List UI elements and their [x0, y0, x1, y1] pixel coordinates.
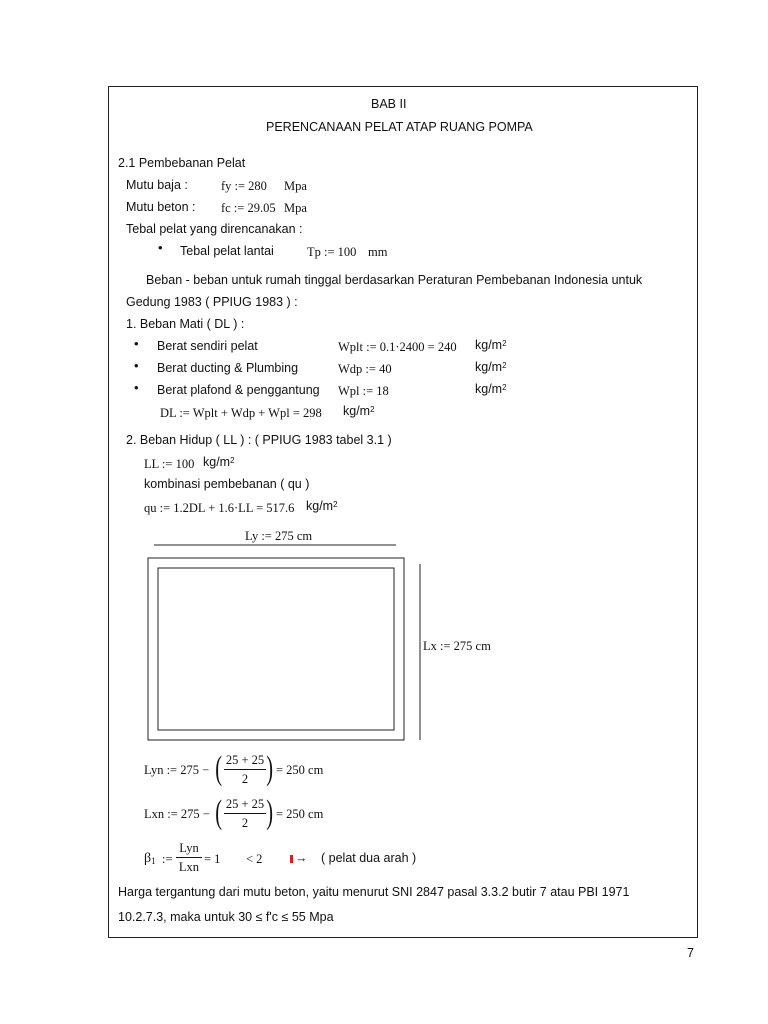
mutu-beton-label: Mutu beton : — [126, 200, 196, 214]
mutu-baja-unit: Mpa — [284, 179, 307, 193]
mutu-baja-equation: fy := 280 — [221, 179, 267, 193]
kombinasi-label: kombinasi pembebanan ( qu ) — [144, 477, 310, 491]
ll-unit: $kg/m^2$ — [203, 455, 235, 469]
right-paren: ) — [266, 794, 274, 831]
ll-equation: LL := 100 — [144, 457, 195, 471]
tebal-item-label: Tebal pelat lantai — [180, 244, 274, 258]
intro-line-1: Beban - beban untuk rumah tinggal berdasarkan Peraturan Pembebanan Indonesia untuk — [146, 273, 643, 287]
intro-line-2: Gedung 1983 ( PPIUG 1983 ) : — [126, 295, 298, 309]
beta-result: = 1 — [204, 852, 221, 866]
beban-item-label: Berat plafond & penggantung — [157, 383, 320, 397]
beban-mati-heading: 1. Beban Mati ( DL ) : — [126, 317, 245, 331]
beta-arrow: → — [290, 850, 308, 866]
ly-dimension-label: Ly := 275 cm — [245, 529, 313, 543]
lxn-denominator: 2 — [241, 816, 249, 830]
lxn-rhs: = 250 cm — [276, 807, 324, 821]
lyn-numerator: 25 + 25 — [225, 753, 265, 767]
page-title: PERENCANAAN PELAT ATAP RUANG POMPA — [266, 120, 533, 134]
slab-outer-edge — [148, 558, 404, 740]
bullet-icon: • — [158, 240, 163, 255]
tebal-item-unit: mm — [368, 245, 388, 259]
beban-item-equation: Wdp := 40 — [338, 362, 392, 376]
lxn-lhs: Lxn := 275 − — [144, 807, 210, 821]
lx-dimension-label: Lx := 275 cm — [423, 639, 491, 653]
beban-item-label: Berat sendiri pelat — [157, 339, 258, 353]
qu-unit: $kg/m^2$ — [306, 499, 338, 513]
page-number: 7 — [687, 946, 694, 960]
left-paren: ( — [215, 750, 223, 787]
lyn-rhs: = 250 cm — [276, 763, 324, 777]
beban-item-equation: Wplt := 0.1·2400 = 240 — [338, 340, 457, 354]
bullet-icon: • — [134, 358, 139, 373]
beta-denominator: Lxn — [178, 860, 200, 874]
chapter-label: BAB II — [371, 97, 407, 111]
bullet-icon: • — [134, 380, 139, 395]
section-heading: 2.1 Pembebanan Pelat — [118, 156, 246, 170]
fraction-bar — [224, 769, 266, 770]
slab-inner-edge — [158, 568, 394, 730]
bullet-icon: • — [134, 336, 139, 351]
mutu-beton-equation: fc := 29.05 — [221, 201, 276, 215]
fraction-bar — [224, 813, 266, 814]
mutu-beton-unit: Mpa — [284, 201, 307, 215]
dl-total-equation: DL := Wplt + Wdp + Wpl = 298 — [160, 406, 322, 420]
mutu-baja-label: Mutu baja : — [126, 178, 188, 192]
beban-item-unit: $kg/m^2$ — [475, 360, 507, 374]
beta-note: ( pelat dua arah ) — [321, 851, 417, 865]
beban-hidup-heading: 2. Beban Hidup ( LL ) : ( PPIUG 1983 tabel 3.1 ) — [126, 433, 392, 447]
qu-equation: qu := 1.2DL + 1.6·LL = 517.6 — [144, 501, 295, 515]
harga-line-2: 10.2.7.3, maka untuk 30 ≤ f'c ≤ 55 Mpa — [118, 910, 334, 924]
beta-symbol: β1 — [144, 851, 156, 866]
right-paren: ) — [266, 750, 274, 787]
dl-total-unit: $kg/m^2$ — [343, 404, 375, 418]
harga-line-1: Harga tergantung dari mutu beton, yaitu menurut SNI 2847 pasal 3.3.2 butir 7 atau PBI 1971 — [118, 885, 630, 899]
tebal-label: Tebal pelat yang direncanakan : — [126, 222, 303, 236]
beban-item-unit: $kg/m^2$ — [475, 338, 507, 352]
beban-item-label: Berat ducting & Plumbing — [157, 361, 299, 375]
lyn-denominator: 2 — [241, 772, 249, 786]
beta-numerator: Lyn — [179, 841, 199, 855]
lxn-numerator: 25 + 25 — [225, 797, 265, 811]
beban-item-unit: $kg/m^2$ — [475, 382, 507, 396]
slab-diagram — [140, 540, 470, 750]
lyn-lhs: Lyn := 275 − — [144, 763, 210, 777]
red-marker-icon — [290, 855, 293, 863]
tebal-item-equation: Tp := 100 — [307, 245, 357, 259]
fraction-bar — [176, 857, 202, 858]
beta-assign: := — [162, 852, 173, 866]
beta-compare: < 2 — [246, 852, 263, 866]
left-paren: ( — [215, 794, 223, 831]
beban-item-equation: Wpl := 18 — [338, 384, 389, 398]
